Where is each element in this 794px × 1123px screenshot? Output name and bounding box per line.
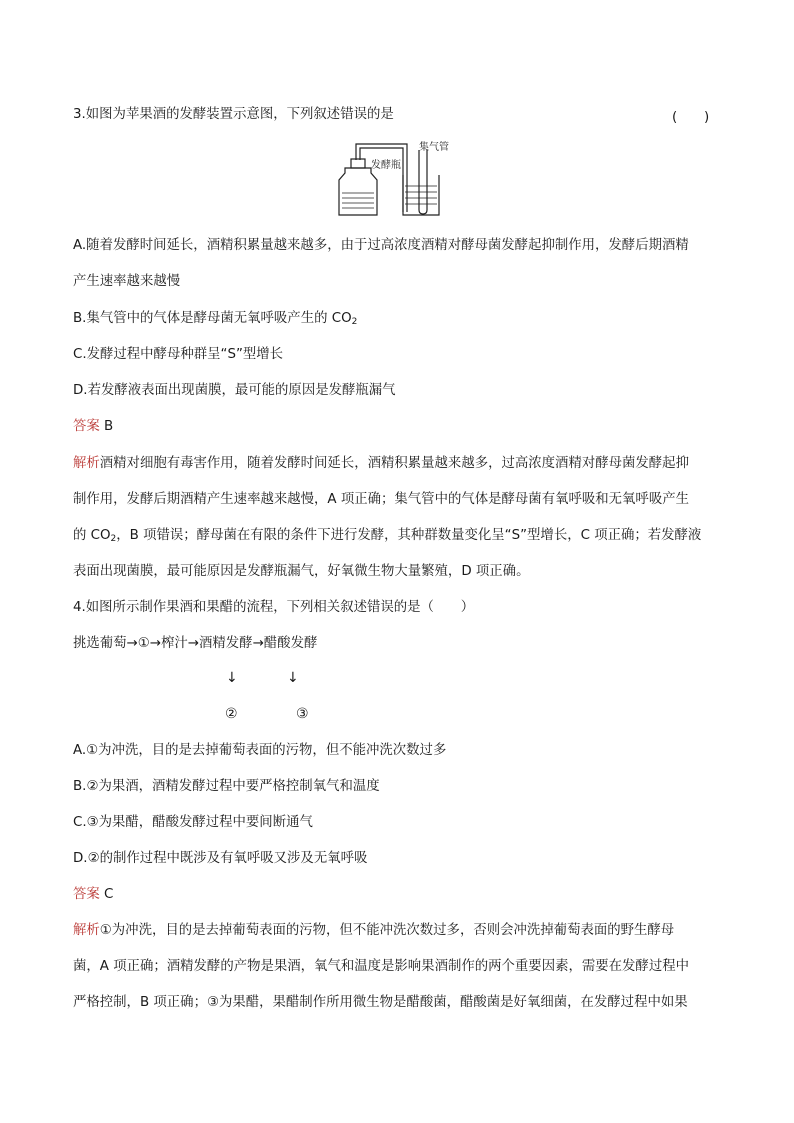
q3-option-b: B.集气管中的气体是酵母菌无氧呼吸产生的 $CO_2$	[73, 311, 358, 327]
q4-stem: 4.如图所示制作果酒和果醋的流程，下列相关叙述错误的是（ ）	[73, 600, 475, 615]
q4-answer: 答案 C	[73, 887, 114, 902]
q3-explanation-line3: 的 $CO_2$，B 项错误；酵母菌在有限的条件下进行发酵，其种群数量变化呈“S”型增长，C 项正确；若发酵液	[73, 528, 702, 544]
q3-explanation-line2: 制作用，发酵后期酒精产生速率越来越慢，A 项正确；集气管中的气体是酵母菌有氧呼吸和无氧呼吸产生	[73, 492, 689, 507]
q3-option-a-line2: 产生速率越来越慢	[73, 274, 181, 289]
label-gas-tube: 集气管	[419, 142, 449, 153]
q4-explanation-line3: 严格控制，B 项正确；③为果醋，果醋制作所用微生物是醋酸菌，醋酸菌是好氧细菌，在发酵过程中如果	[73, 995, 688, 1010]
q4-explanation-line1: 解析①为冲洗，目的是去掉葡萄表面的污物，但不能冲洗次数过多，否则会冲洗掉葡萄表面的野生酵母	[73, 923, 675, 938]
q4-option-b: B.②为果酒，酒精发酵过程中要严格控制氧气和温度	[73, 779, 380, 794]
q3-explanation-line1: 解析酒精对细胞有毒害作用，随着发酵时间延长，酒精积累量越来越多，过高浓度酒精对酵母菌发酵起抑	[73, 456, 689, 471]
q3-option-c: C.发酵过程中酵母种群呈“S”型增长	[73, 347, 284, 362]
fermentation-apparatus-figure	[335, 138, 455, 220]
q3-stem: 3.如图为苹果酒的发酵装置示意图，下列叙述错误的是	[73, 107, 394, 122]
q4-option-d: D.②的制作过程中既涉及有氧呼吸又涉及无氧呼吸	[73, 851, 368, 866]
down-arrow-2: ↓	[287, 670, 299, 686]
q3-answer-paren: ( )	[672, 110, 710, 125]
answer-label: 答案	[73, 887, 100, 902]
q4-explanation-line2: 菌，A 项正确；酒精发酵的产物是果酒，氧气和温度是影响果酒制作的两个重要因素，需要在发酵过程中	[73, 959, 689, 974]
q4-option-a: A.①为冲洗，目的是去掉葡萄表面的污物，但不能冲洗次数过多	[73, 743, 447, 758]
analysis-label: 解析	[73, 456, 100, 471]
label-circle-3: ③	[296, 706, 309, 722]
q4-option-c: C.③为果醋，醋酸发酵过程中要间断通气	[73, 815, 313, 830]
q3-option-a-line1: A.随着发酵时间延长，酒精积累量越来越多，由于过高浓度酒精对酵母菌发酵起抑制作用，发酵后期酒精	[73, 238, 689, 253]
q3-explanation-line4: 表面出现菌膜，最可能原因是发酵瓶漏气，好氧微生物大量繁殖，D 项正确。	[73, 564, 530, 579]
q4-process-flow: 挑选葡萄→①→榨汁→酒精发酵→醋酸发酵	[73, 636, 318, 651]
analysis-label: 解析	[73, 923, 100, 938]
answer-label: 答案	[73, 419, 100, 434]
down-arrow-1: ↓	[226, 670, 238, 686]
label-fermentation-bottle: 发酵瓶	[371, 160, 401, 171]
q3-answer: 答案 B	[73, 419, 114, 434]
label-circle-2: ②	[225, 706, 238, 722]
q3-option-d: D.若发酵液表面出现菌膜，最可能的原因是发酵瓶漏气	[73, 383, 396, 398]
